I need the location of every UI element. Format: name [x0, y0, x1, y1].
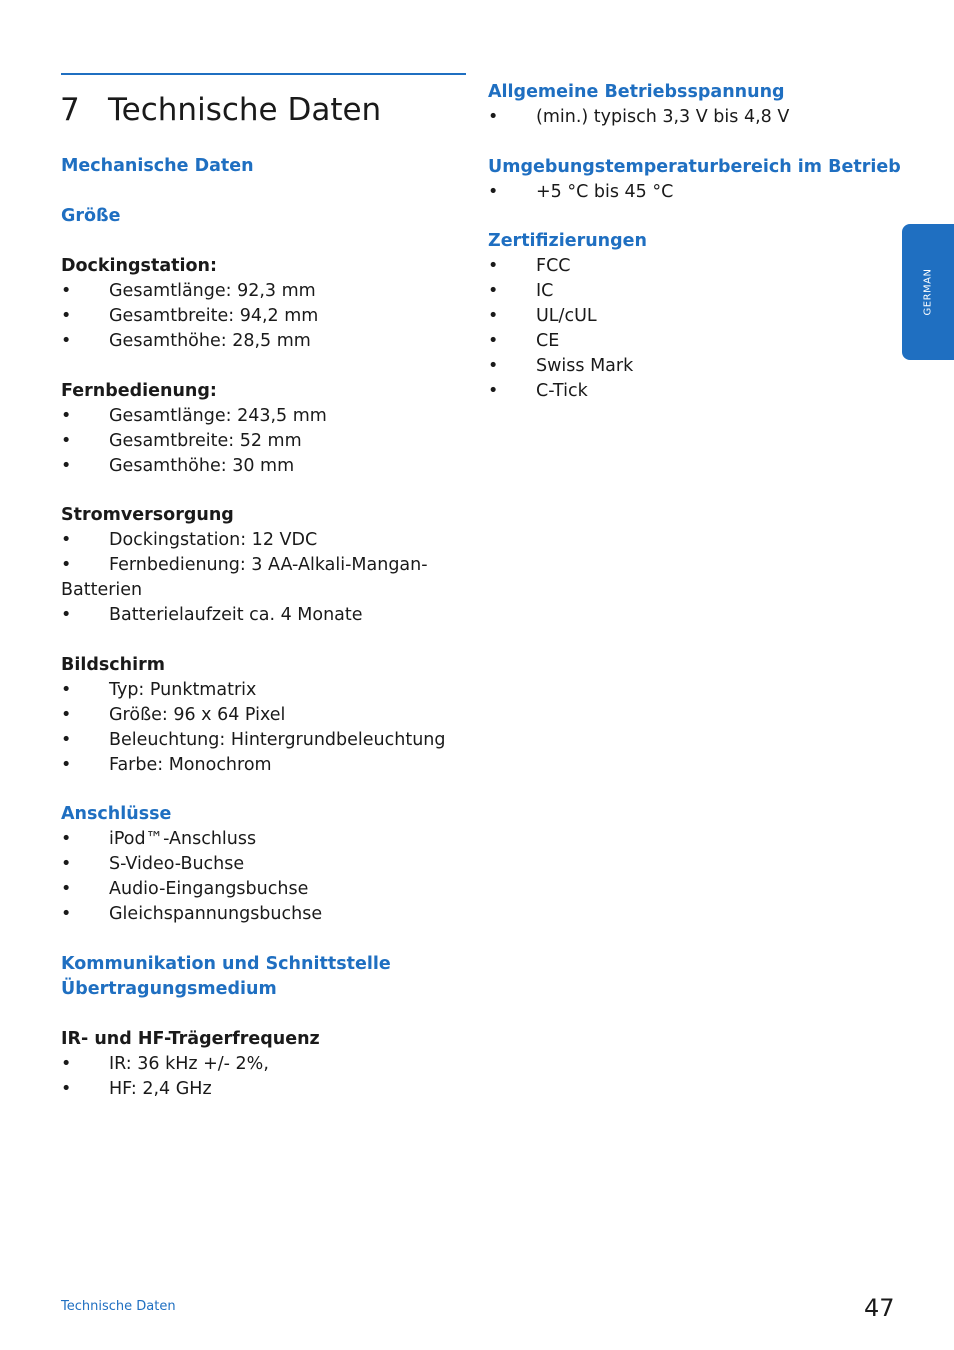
list-item	[61, 304, 466, 329]
bullet: •	[488, 331, 499, 351]
list-item-text: Typ: Punktmatrix	[109, 680, 257, 700]
list-item	[61, 279, 466, 304]
list-item-text: Größe: 96 x 64 Pixel	[109, 705, 286, 725]
bullet: •	[61, 755, 72, 775]
bullet: •	[61, 879, 72, 899]
chapter-title	[60, 92, 381, 128]
list-item	[61, 429, 466, 454]
remote-list	[61, 404, 466, 479]
list-item-text: Gleichspannungsbuchse	[109, 904, 323, 924]
bullet: •	[61, 431, 72, 451]
list-item	[61, 1052, 466, 1077]
bullet: •	[488, 182, 499, 202]
list-item-text: Farbe: Monochrom	[109, 755, 272, 775]
footer-section-label: Technische Daten	[61, 1299, 176, 1314]
power-list	[61, 528, 466, 628]
list-item	[61, 852, 466, 877]
list-item	[488, 279, 908, 304]
screen-heading: Bildschirm	[61, 655, 165, 675]
bullet: •	[61, 854, 72, 874]
list-item-text: HF: 2,4 GHz	[109, 1079, 212, 1099]
list-item-text: Gesamtlänge: 243,5 mm	[109, 406, 327, 426]
size-section	[61, 204, 466, 229]
bullet: •	[61, 1054, 72, 1074]
list-item-text: Beleuchtung: Hintergrundbeleuchtung	[109, 730, 446, 750]
list-item	[488, 254, 908, 279]
list-item-text: CE	[536, 331, 560, 351]
list-item-text: Gesamtbreite: 52 mm	[109, 431, 302, 451]
page-number: 47	[864, 1294, 895, 1322]
dock-list	[61, 279, 466, 354]
chapter-number: 7	[60, 92, 80, 128]
remote-section	[61, 379, 466, 479]
chapter-rule	[61, 73, 466, 75]
list-item-text: (min.) typisch 3,3 V bis 4,8 V	[536, 107, 790, 127]
list-item-text: Swiss Mark	[536, 356, 634, 376]
medium-heading: Übertragungsmedium	[61, 979, 277, 999]
temp-heading: Umgebungstemperaturbereich im Betrieb	[488, 157, 901, 177]
freq-list	[61, 1052, 466, 1102]
bullet: •	[488, 281, 499, 301]
list-item-text: Fernbedienung: 3 AA-Alkali-Mangan-Batterien	[61, 555, 428, 600]
mech-heading: Mechanische Daten	[61, 156, 254, 176]
bullet: •	[61, 555, 72, 575]
list-item	[61, 902, 466, 927]
language-tab	[902, 224, 954, 360]
mech-section	[61, 154, 466, 179]
list-item	[488, 304, 908, 329]
list-item	[61, 703, 466, 728]
list-item	[61, 528, 466, 553]
voltage-section	[488, 80, 908, 130]
bullet: •	[488, 306, 499, 326]
bullet: •	[61, 730, 72, 750]
bullet: •	[488, 381, 499, 401]
ports-heading: Anschlüsse	[61, 804, 172, 824]
power-heading: Stromversorgung	[61, 505, 234, 525]
list-item	[61, 1077, 466, 1102]
ports-list	[61, 827, 466, 927]
cert-heading: Zertifizierungen	[488, 231, 647, 251]
list-item-text: UL/cUL	[536, 306, 597, 326]
bullet: •	[61, 406, 72, 426]
list-item	[488, 180, 908, 205]
list-item-text: IC	[536, 281, 554, 301]
remote-heading: Fernbedienung:	[61, 381, 217, 401]
list-item	[61, 329, 466, 354]
list-item	[61, 728, 466, 753]
list-item	[488, 105, 908, 130]
list-item	[61, 678, 466, 703]
list-item	[61, 877, 466, 902]
bullet: •	[61, 306, 72, 326]
list-item-text: Dockingstation: 12 VDC	[109, 530, 318, 550]
chapter-title-text: Technische Daten	[108, 92, 382, 128]
temp-list	[488, 180, 908, 205]
list-item	[488, 379, 908, 404]
list-item	[61, 553, 466, 603]
screen-list	[61, 678, 466, 778]
voltage-heading: Allgemeine Betriebsspannung	[488, 82, 785, 102]
bullet: •	[61, 1079, 72, 1099]
bullet: •	[61, 904, 72, 924]
list-item-text: Gesamthöhe: 30 mm	[109, 456, 295, 476]
freq-section	[61, 1027, 466, 1102]
bullet: •	[61, 331, 72, 351]
list-item	[61, 454, 466, 479]
temp-section	[488, 155, 908, 205]
bullet: •	[61, 705, 72, 725]
bullet: •	[61, 456, 72, 476]
list-item	[61, 827, 466, 852]
list-item-text: Gesamtbreite: 94,2 mm	[109, 306, 319, 326]
list-item	[61, 603, 466, 628]
screen-section	[61, 653, 466, 778]
list-item-text: Audio-Eingangsbuchse	[109, 879, 309, 899]
power-section	[61, 503, 466, 628]
list-item-text: Gesamthöhe: 28,5 mm	[109, 331, 311, 351]
list-item-text: Gesamtlänge: 92,3 mm	[109, 281, 316, 301]
freq-heading: IR- und HF-Trägerfrequenz	[61, 1029, 320, 1049]
size-heading: Größe	[61, 206, 121, 226]
bullet: •	[488, 256, 499, 276]
bullet: •	[488, 107, 499, 127]
list-item	[61, 404, 466, 429]
bullet: •	[61, 281, 72, 301]
bullet: •	[61, 829, 72, 849]
voltage-list	[488, 105, 908, 130]
list-item	[61, 753, 466, 778]
bullet: •	[61, 530, 72, 550]
list-item-text: iPod™-Anschluss	[109, 829, 257, 849]
bullet: •	[488, 356, 499, 376]
bullet: •	[61, 680, 72, 700]
comm-section	[61, 952, 466, 1002]
cert-list	[488, 254, 908, 404]
ports-section	[61, 802, 466, 927]
list-item-text: Batterielaufzeit ca. 4 Monate	[109, 605, 363, 625]
bullet: •	[61, 605, 72, 625]
list-item	[488, 329, 908, 354]
list-item-text: S-Video-Buchse	[109, 854, 245, 874]
list-item-text: IR: 36 kHz +/- 2%,	[109, 1054, 269, 1074]
dock-section	[61, 254, 466, 354]
list-item	[488, 354, 908, 379]
list-item-text: C-Tick	[536, 381, 588, 401]
dock-heading: Dockingstation:	[61, 256, 217, 276]
list-item-text: FCC	[536, 256, 571, 276]
list-item-text: +5 °C bis 45 °C	[536, 182, 674, 202]
cert-section	[488, 229, 908, 404]
language-tab-label: GERMAN	[922, 268, 934, 316]
comm-heading: Kommunikation und Schnittstelle	[61, 954, 391, 974]
